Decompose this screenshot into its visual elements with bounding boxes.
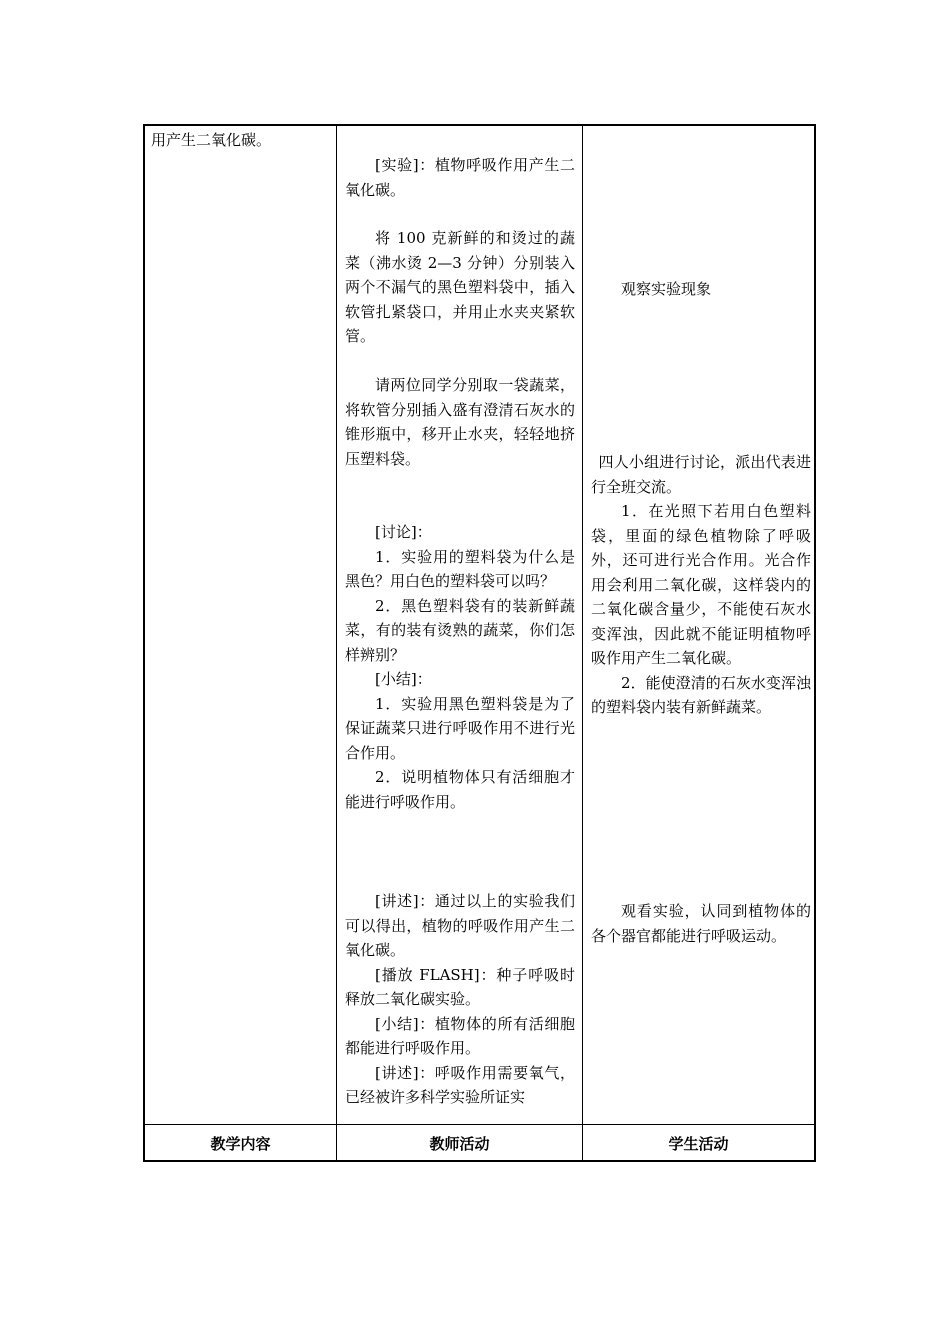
summary-3: [小结]：植物体的所有活细胞都能进行呼吸作用。	[345, 1014, 575, 1057]
summary-1: 1．实验用黑色塑料袋是为了保证蔬菜只进行呼吸作用不进行光合作用。	[345, 694, 575, 762]
teacher-cell	[345, 373, 575, 471]
column-divider	[336, 126, 337, 1160]
student-cell	[591, 277, 811, 302]
teacher-cell	[345, 889, 575, 1110]
summary-2: 2．说明植物体只有活细胞才能进行呼吸作用。	[345, 768, 575, 811]
teacher-cell	[345, 153, 575, 202]
flash-demo: [播放 FLASH]：种子呼吸时释放二氧化碳实验。	[345, 965, 575, 1008]
answer-2: 2．能使澄清的石灰水变浑浊的塑料袋内装有新鲜蔬菜。	[591, 673, 811, 716]
column-divider	[582, 126, 583, 1160]
narrate-2: [讲述]：呼吸作用需要氧气，已经被许多科学实验所证实	[345, 1063, 575, 1106]
experiment-action: 请两位同学分别取一袋蔬菜，将软管分别插入盛有澄清石灰水的锥形瓶中，移开止水夹，轻轻地挤压塑料袋。	[345, 376, 575, 468]
content-text: 用产生二氧化碳。	[151, 131, 272, 149]
observe-text: 观察实验现象	[621, 280, 712, 298]
lesson-table	[143, 124, 816, 1162]
summary-label: [小结]：	[375, 670, 432, 688]
answer-1: 1．在光照下若用白色塑料袋，里面的绿色植物除了呼吸外，还可进行光合作用。光合作用会利用二氧化碳，这样袋内的二氧化碳含量少，不能使石灰水变浑浊，因此就不能证明植物呼吸作用产生二氧化碳。	[591, 502, 811, 667]
narrate-1: [讲述]：通过以上的实验我们可以得出，植物的呼吸作用产生二氧化碳。	[345, 892, 575, 959]
discuss-question-1: 1．实验用的塑料袋为什么是黑色？用白色的塑料袋可以吗？	[345, 547, 575, 590]
teacher-cell	[345, 226, 575, 349]
student-cell	[591, 899, 811, 948]
experiment-description: 将 100 克新鲜的和烫过的蔬菜（沸水烫 2—3 分钟）分别装入两个不漏气的黑色塑料袋中，插入软管扎紧袋口，并用止水夹夹紧软管。	[345, 229, 575, 345]
experiment-title: [实验]：植物呼吸作用产生二氧化碳。	[345, 156, 575, 199]
teacher-cell	[345, 520, 575, 814]
header-student: 学生活动	[668, 1135, 729, 1153]
header-content: 教学内容	[210, 1135, 271, 1153]
header-teacher: 教师活动	[429, 1135, 490, 1153]
discuss-label: [讨论]：	[375, 523, 432, 541]
student-cell	[591, 450, 811, 720]
content-cell	[151, 128, 331, 153]
group-text: 四人小组进行讨论，派出代表进行全班交流。	[591, 453, 811, 496]
watch-text: 观看实验，认同到植物体的各个器官都能进行呼吸运动。	[591, 902, 811, 945]
discuss-question-2: 2．黑色塑料袋有的装新鲜蔬菜，有的装有烫熟的蔬菜，你们怎样辨别？	[345, 596, 575, 664]
